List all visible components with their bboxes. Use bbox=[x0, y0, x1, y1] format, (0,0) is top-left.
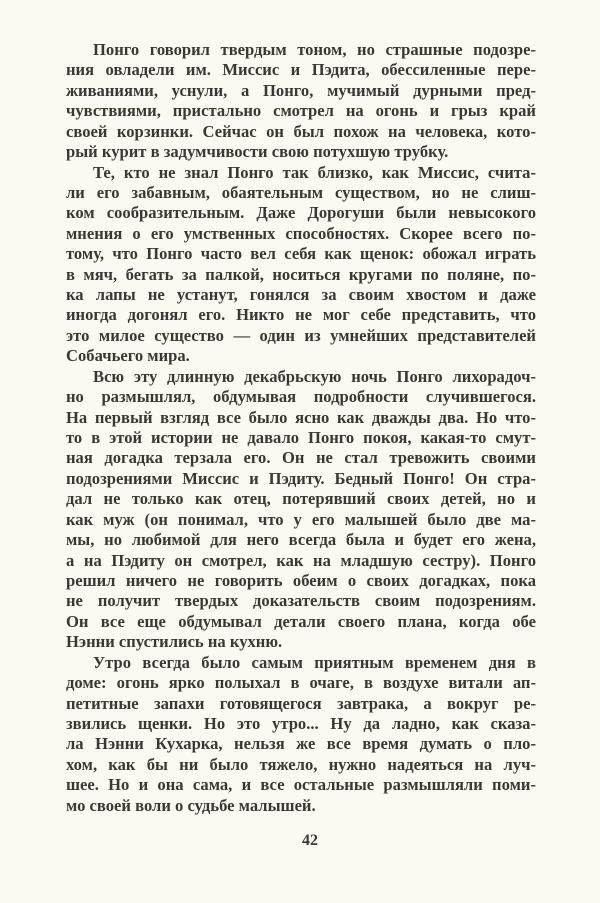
book-page-text bbox=[66, 40, 536, 816]
paragraph bbox=[66, 653, 536, 816]
text-line: это милое существо — один из умнейших представителей bbox=[66, 325, 536, 345]
text-line: Понго говорил твердым тоном, но страшные подозре- bbox=[93, 40, 536, 59]
text-line: Утро всегда было самым приятным временем дня в bbox=[93, 652, 536, 672]
text-line: хом, как бы ни было тяжело, нужно надеяться на луч- bbox=[66, 754, 536, 774]
text-line: шее. Но и она сама, и все остальные размышляли поми- bbox=[66, 775, 536, 795]
text-line: петитные запахи готовящегося завтрака, а вокруг ре- bbox=[66, 693, 536, 713]
text-line: ком сообразительным. Даже Дорогуши были невысокого bbox=[66, 203, 536, 223]
text-line: не получит твердых доказательств своим подозрениям. bbox=[66, 591, 536, 611]
text-line: Те, кто не знал Понго так близко, как Миссис, счита- bbox=[93, 162, 536, 182]
text-line: ли его забавным, обаятельным существом, но не слиш- bbox=[66, 182, 536, 202]
text-line: подозрениями Миссис и Пэдиту. Бедный Понго! Он стра- bbox=[66, 468, 536, 488]
text-line: иногда догонял его. Никто не мог себе представить, что bbox=[66, 305, 536, 325]
text-line: но размышлял, обдумывая подробности случившегося. bbox=[66, 387, 536, 407]
paragraph bbox=[66, 163, 536, 367]
text-line: ния овладели им. Миссис и Пэдита, обессиленные пере- bbox=[66, 60, 536, 80]
text-line: доме: огонь ярко полыхал в очаге, в воздухе витали ап- bbox=[66, 673, 536, 693]
text-line: решил ничего не говорить обеим о своих догадках, пока bbox=[66, 570, 536, 590]
text-line: как муж (он понимал, что у его малышей было две ма- bbox=[66, 509, 536, 529]
paragraph bbox=[66, 367, 536, 653]
text-line: тому, что Понго часто вел себя как щенок: обожал играть bbox=[66, 244, 536, 264]
text-line: живаниями, уснули, а Понго, мучимый дурными пред- bbox=[66, 80, 536, 100]
text-line: Всю эту длинную декабрьскую ночь Понго лихорадоч- bbox=[93, 366, 536, 386]
text-line: ка лапы не устанут, гонялся за своим хвостом и даже bbox=[66, 285, 536, 305]
text-line: в мяч, бегать за палкой, носиться кругами по поляне, по- bbox=[66, 264, 536, 284]
text-line: а на Пэдиту он смотрел, как на младшую сестру). Понго bbox=[66, 550, 536, 570]
text-line: рый курит в задумчивости свою потухшую трубку. bbox=[66, 142, 449, 162]
text-line: мы, но любимой для него всегда была и будет его жена, bbox=[66, 530, 536, 550]
text-line: Он все еще обдумывал детали своего плана, когда обе bbox=[66, 611, 536, 631]
text-line: чувствиями, пристально смотрел на огонь и грыз край bbox=[66, 101, 536, 121]
text-line: то в этой истории не давало Понго покоя, какая-то смут- bbox=[66, 428, 536, 448]
page-number: 42 bbox=[302, 832, 318, 849]
text-line: мнения о его умственных способностях. Скорее всего по- bbox=[66, 223, 536, 243]
text-line: дал не только как отец, потерявший своих детей, но и bbox=[66, 489, 536, 509]
text-line: своей корзинки. Сейчас он был похож на человека, кото- bbox=[66, 121, 536, 141]
text-line: ная догадка терзала его. Он не стал тревожить своими bbox=[66, 448, 536, 468]
text-line: звились щенки. Но это утро... Ну да ладно, как сказа- bbox=[66, 713, 536, 733]
paragraph bbox=[66, 40, 536, 163]
text-line: На первый взгляд все было ясно как дважды два. Но что- bbox=[66, 407, 536, 427]
text-line: Нэнни спустились на кухню. bbox=[66, 632, 283, 652]
text-line: ла Нэнни Кухарка, нельзя же все время думать о пло- bbox=[66, 734, 536, 754]
text-line: мо своей воли о судьбе малышей. bbox=[66, 795, 316, 815]
text-line: Собачьего мира. bbox=[66, 346, 190, 366]
